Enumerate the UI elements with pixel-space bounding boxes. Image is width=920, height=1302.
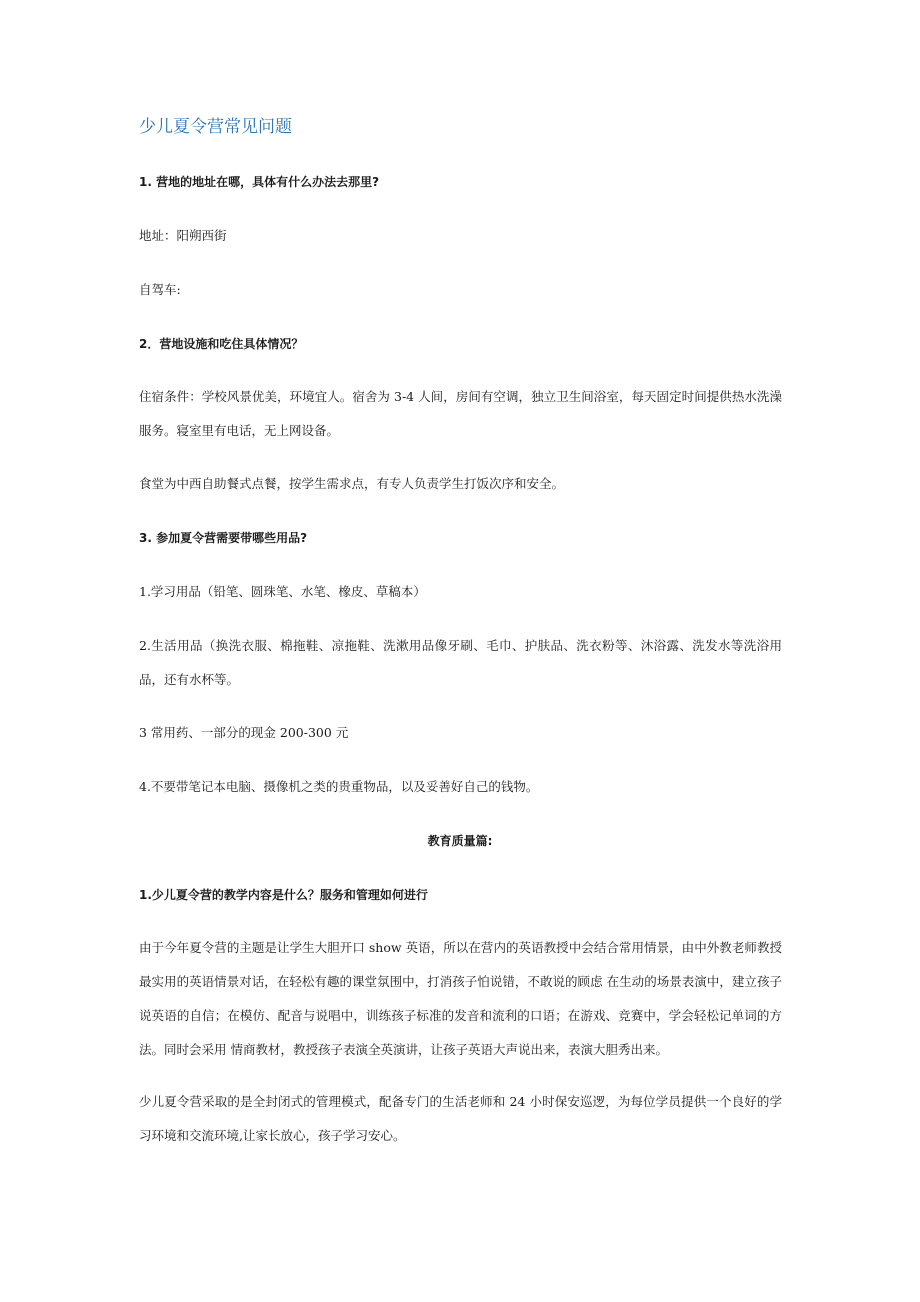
management-paragraph: 少儿夏令营采取的是全封闭式的管理模式，配备专门的生活老师和 24 小时保安巡逻，为每位学员提供一个良好的学习环境和交流环境,让家长放心，孩子学习安心。 bbox=[139, 1094, 782, 1143]
drive-line: 自驾车: bbox=[139, 282, 181, 297]
question-1-heading: 1. 营地的地址在哪，具体有什么办法去那里? bbox=[139, 175, 380, 189]
supply-item-2: 2.生活用品（换洗衣服、棉拖鞋、凉拖鞋、洗漱用品像牙刷、毛巾、护肤品、洗衣粉等、沐浴露、洗发水等洗浴用品，还有水杯等。 bbox=[139, 638, 782, 687]
address-line: 地址：阳朔西街 bbox=[139, 228, 227, 243]
dining-paragraph: 食堂为中西自助餐式点餐，按学生需求点，有专人负责学生打饭次序和安全。 bbox=[139, 476, 565, 491]
page-title: 少儿夏令营常见问题 bbox=[139, 117, 292, 137]
question-2-heading: 2．营地设施和吃住具体情况？ bbox=[139, 337, 304, 351]
teaching-paragraph: 由于今年夏令营的主题是让学生大胆开口 show 英语，所以在营内的英语教授中会结合常用情景，由中外教老师教授最实用的英语情景对话，在轻松有趣的课堂氛围中，打消孩子怕说错，不敢说的顾虑 在生动的场景表演中，建立孩子说英语的自信；在模仿、配音与说唱中，训练孩子标准的发音和流利的口语；在游戏、竞赛中，学会轻松记单词的方法。同时会采用 情商教材，教授孩子表演全英演讲，让孩子英语大声说出来，表演大胆秀出来。 bbox=[139, 940, 782, 1057]
supply-item-3: 3 常用药、一部分的现金 200-300 元 bbox=[139, 725, 349, 740]
supply-item-4: 4.不要带笔记本电脑、摄像机之类的贵重物品，以及妥善好自己的钱物。 bbox=[139, 779, 539, 794]
section-question-1-heading: 1.少儿夏令营的教学内容是什么？服务和管理如何进行 bbox=[139, 888, 428, 902]
lodging-paragraph: 住宿条件：学校风景优美，环境宜人。宿舍为 3-4 人间，房间有空调，独立卫生间浴室，每天固定时间提供热水洗澡服务。寝室里有电话，无上网设备。 bbox=[139, 389, 782, 438]
supply-item-1: 1.学习用品（铅笔、圆珠笔、水笔、橡皮、草稿本） bbox=[139, 584, 426, 599]
section-heading: 教育质量篇: bbox=[427, 834, 493, 848]
question-3-heading: 3. 参加夏令营需要带哪些用品? bbox=[139, 531, 308, 545]
